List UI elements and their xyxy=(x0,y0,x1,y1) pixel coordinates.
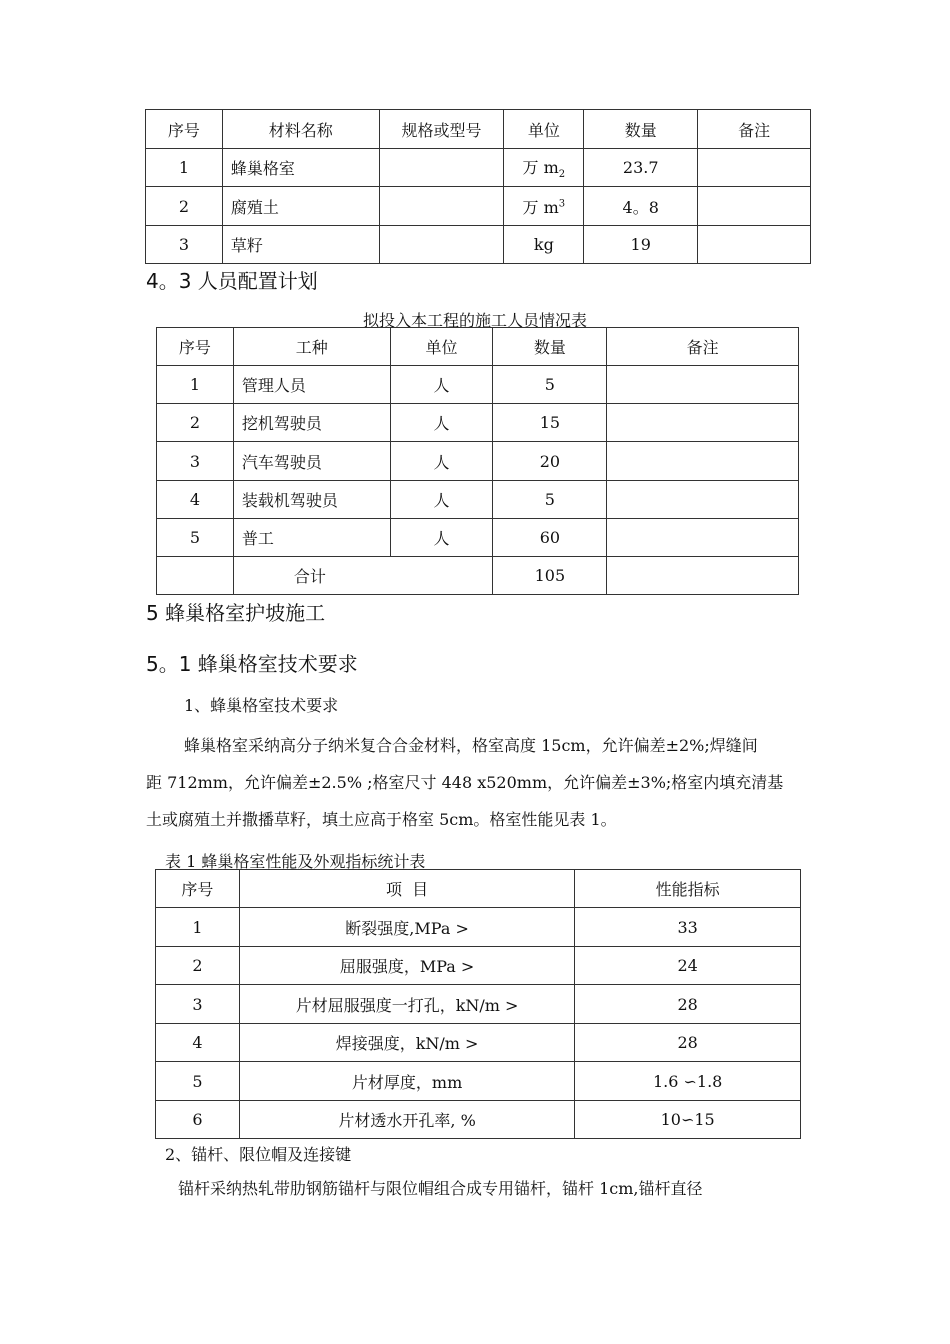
cell-qty: 60 xyxy=(493,519,607,557)
cell-no: 3 xyxy=(157,442,234,481)
header-cell: 性能指标 xyxy=(575,870,801,908)
cell-name: 蜂巢格室 xyxy=(222,149,379,187)
table-row xyxy=(156,1101,801,1139)
cell-type: 挖机驾驶员 xyxy=(233,404,390,442)
paragraph-2-line: 锚杆采纳热轧带肋钢筋锚杆与限位帽组合成专用锚杆，锚杆 1cm,锚杆直径 xyxy=(178,1179,703,1198)
cell-unit: 人 xyxy=(390,519,493,557)
cell-qty: 5 xyxy=(493,481,607,519)
cell-note xyxy=(698,226,811,264)
cell-item: 片材厚度，mm xyxy=(239,1062,574,1101)
cell-note xyxy=(607,404,799,442)
table-row xyxy=(157,481,799,519)
cell-no: 4 xyxy=(157,481,234,519)
section-5-1-heading: 5。1 蜂巢格室技术要求 xyxy=(146,652,358,676)
table-row xyxy=(156,1062,801,1101)
cell-no: 1 xyxy=(156,908,240,947)
cell-no: 5 xyxy=(157,519,234,557)
unit-text: 万 m xyxy=(522,157,559,177)
cell-value: 10∽15 xyxy=(575,1101,801,1139)
cell-qty: 15 xyxy=(493,404,607,442)
cell-item: 断裂强度,MPa > xyxy=(239,908,574,947)
header-cell: 数量 xyxy=(584,110,698,149)
cell-note xyxy=(607,442,799,481)
table-header-row xyxy=(146,110,811,149)
cell-type: 汽车驾驶员 xyxy=(233,442,390,481)
cell-type: 普工 xyxy=(233,519,390,557)
cell-note xyxy=(607,481,799,519)
table-header-row xyxy=(156,870,801,908)
cell-no: 2 xyxy=(157,404,234,442)
cell-type: 装载机驾驶员 xyxy=(233,481,390,519)
cell-qty: 5 xyxy=(493,366,607,404)
table-row xyxy=(157,442,799,481)
cell-value: 24 xyxy=(575,947,801,985)
cell-item: 焊接强度，kN/m > xyxy=(239,1024,574,1062)
table-row xyxy=(146,187,811,226)
cell-qty: 20 xyxy=(493,442,607,481)
cell-no: 3 xyxy=(156,985,240,1024)
table-row xyxy=(146,226,811,264)
cell-note xyxy=(698,149,811,187)
item-2-title: 2、锚杆、限位帽及连接键 xyxy=(165,1145,352,1164)
total-label: 合计 xyxy=(233,557,493,595)
table-row xyxy=(156,1024,801,1062)
cell-unit xyxy=(504,187,584,226)
header-cell: 序号 xyxy=(146,110,223,149)
paragraph-1-line: 土或腐殖土并撒播草籽，填土应高于格室 5cm。格室性能见表 1。 xyxy=(146,810,617,829)
table-header-row xyxy=(157,328,799,366)
cell-name: 腐殖土 xyxy=(222,187,379,226)
unit-text: kg xyxy=(533,235,554,254)
cell-spec xyxy=(379,187,504,226)
table-row xyxy=(156,908,801,947)
cell-note xyxy=(607,519,799,557)
cell-item: 片材透水开孔率, % xyxy=(239,1101,574,1139)
item-1-title: 1、蜂巢格室技术要求 xyxy=(184,696,339,715)
cell-qty: 19 xyxy=(584,226,698,264)
cell-name: 草籽 xyxy=(222,226,379,264)
cell-unit: 人 xyxy=(390,481,493,519)
staff-table xyxy=(156,327,799,595)
header-cell: 序号 xyxy=(156,870,240,908)
header-cell: 数量 xyxy=(493,328,607,366)
header-cell: 序号 xyxy=(157,328,234,366)
paragraph-1-line: 距 712mm，允许偏差±2.5% ;格室尺寸 448 x520mm，允许偏差±3%;格室内填充清基 xyxy=(146,773,784,792)
cell-unit: 人 xyxy=(390,442,493,481)
cell-no: 1 xyxy=(157,366,234,404)
unit-mark: 3 xyxy=(558,198,566,210)
cell-value: 28 xyxy=(575,1024,801,1062)
section-4-3-heading: 4。3 人员配置计划 xyxy=(146,269,318,293)
cell-unit xyxy=(504,149,584,187)
table-total-row xyxy=(157,557,799,595)
table-row xyxy=(157,404,799,442)
cell-spec xyxy=(379,149,504,187)
cell-note xyxy=(698,187,811,226)
cell-note xyxy=(607,366,799,404)
cell-unit: 人 xyxy=(390,404,493,442)
header-cell: 工种 xyxy=(233,328,390,366)
table-row xyxy=(156,985,801,1024)
perf-table-caption: 表 1 蜂巢格室性能及外观指标统计表 xyxy=(165,852,426,871)
cell-no: 2 xyxy=(146,187,223,226)
cell-no: 2 xyxy=(156,947,240,985)
cell-value: 1.6 ∽1.8 xyxy=(575,1062,801,1101)
header-cell: 项 目 xyxy=(239,870,574,908)
header-cell: 备注 xyxy=(607,328,799,366)
unit-text: 万 m xyxy=(522,197,559,217)
paragraph-1-line: 蜂巢格室采纳高分子纳米复合合金材料，格室高度 15cm，允许偏差±2%;焊缝间 xyxy=(184,736,758,755)
unit-mark: 2 xyxy=(558,169,566,181)
cell-no: 4 xyxy=(156,1024,240,1062)
cell-qty: 4。8 xyxy=(584,187,698,226)
cell-empty xyxy=(157,557,234,595)
cell-type: 管理人员 xyxy=(233,366,390,404)
table-row xyxy=(146,149,811,187)
cell-no: 5 xyxy=(156,1062,240,1101)
cell-unit xyxy=(504,226,584,264)
total-qty: 105 xyxy=(493,557,607,595)
table-row xyxy=(157,366,799,404)
cell-item: 片材屈服强度一打孔，kN/m > xyxy=(239,985,574,1024)
cell-value: 33 xyxy=(575,908,801,947)
cell-item: 屈服强度，MPa > xyxy=(239,947,574,985)
header-cell: 规格或型号 xyxy=(379,110,504,149)
cell-unit: 人 xyxy=(390,366,493,404)
staff-table-caption: 拟投入本工程的施工人员情况表 xyxy=(362,311,587,330)
performance-table xyxy=(155,869,801,1139)
cell-no: 3 xyxy=(146,226,223,264)
cell-no: 1 xyxy=(146,149,223,187)
cell-qty: 23.7 xyxy=(584,149,698,187)
header-cell: 材料名称 xyxy=(222,110,379,149)
header-cell: 单位 xyxy=(504,110,584,149)
cell-empty xyxy=(607,557,799,595)
table-row xyxy=(157,519,799,557)
header-cell: 单位 xyxy=(390,328,493,366)
table-row xyxy=(156,947,801,985)
cell-value: 28 xyxy=(575,985,801,1024)
section-5-heading: 5 蜂巢格室护坡施工 xyxy=(146,601,326,625)
header-cell: 备注 xyxy=(698,110,811,149)
materials-table xyxy=(145,109,811,264)
cell-spec xyxy=(379,226,504,264)
cell-no: 6 xyxy=(156,1101,240,1139)
